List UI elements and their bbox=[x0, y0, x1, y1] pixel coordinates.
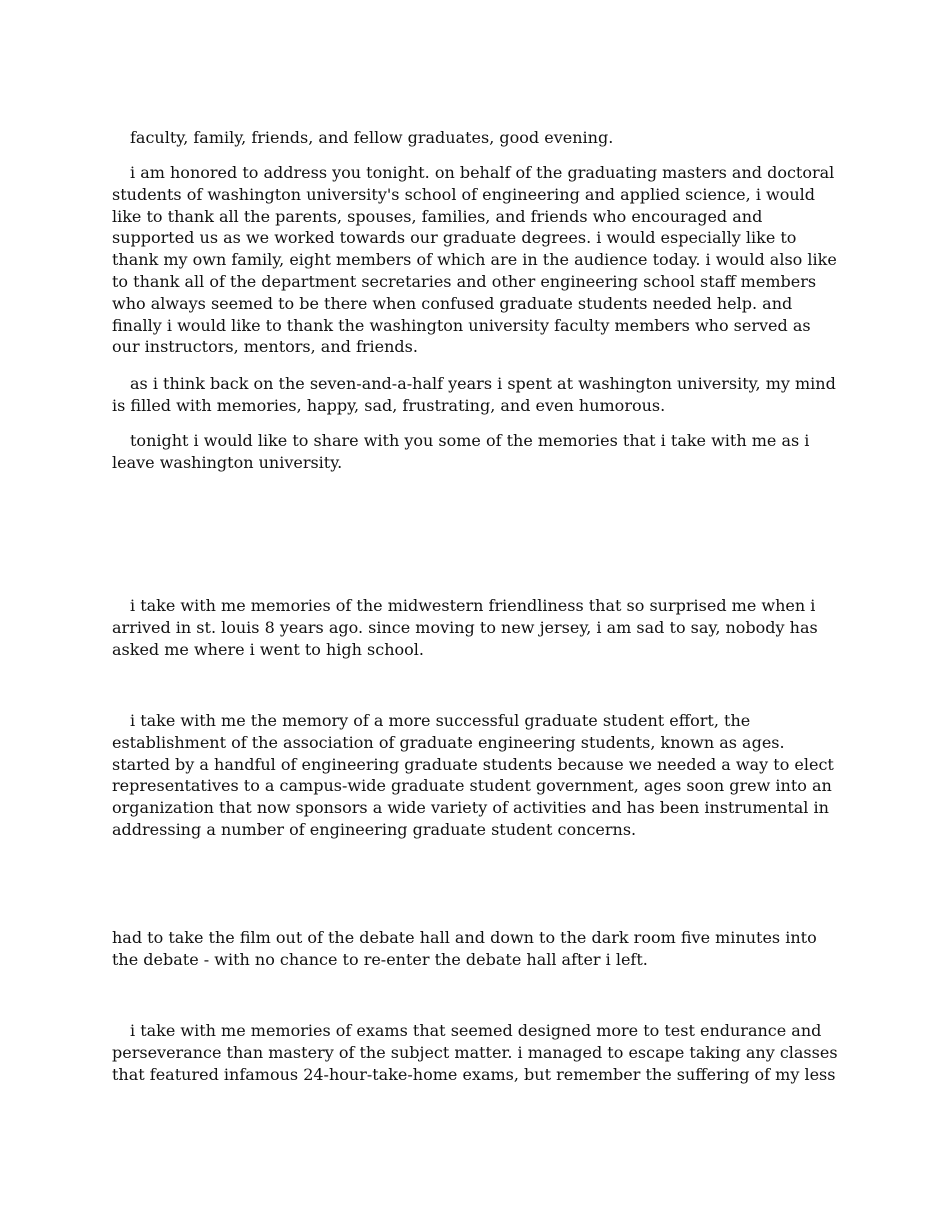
paragraph-ages: i take with me the memory of a more successful graduate student effort, the establishment of the association of graduate engineering students, known as ages. started by a handful of engineering graduate students because we needed a way to elect representatives to a campus-wide graduate student government, ages soon grew into an organization that now sponsors a wide variety of activities and has been instrumental in addressing a number of engineering graduate student concerns. bbox=[112, 711, 834, 839]
paragraph-exams: i take with me memories of exams that seemed designed more to test endurance and perseverance than mastery of the subject matter. i managed to escape taking any classes that featured infamous 24-hour-take-home exams, but remember the suffering of my less bbox=[112, 1021, 838, 1084]
paragraph-share: tonight i would like to share with you some of the memories that i take with me as i leave washington university. bbox=[112, 431, 810, 472]
paragraph-greeting: faculty, family, friends, and fellow graduates, good evening. bbox=[130, 128, 614, 147]
paragraph-midwest: i take with me memories of the midwestern friendliness that so surprised me when i arrived in st. louis 8 years ago. since moving to new jersey, i am sad to say, nobody has asked me where i went to high school. bbox=[112, 596, 818, 659]
paragraph-thanks: i am honored to address you tonight. on behalf of the graduating masters and doctoral students of washington university's school of engineering and applied science, i would like to thank all the parents, spouses, families, and friends who encouraged and supported us as we worked towards our graduate degrees. i would especially like to thank my own family, eight members of which are in the audience today. i would also like to thank all of the department secretaries and other engineering school staff members who always seemed to be there when confused graduate students needed help. and finally i would like to thank the washington university faculty members who served as our instructors, mentors, and friends. bbox=[112, 163, 837, 357]
paragraph-memories-intro: as i think back on the seven-and-a-half years i spent at washington university, my mind is filled with memories, happy, sad, frustrating, and even humorous. bbox=[112, 374, 836, 415]
paragraph-debate: had to take the film out of the debate hall and down to the dark room five minutes into the debate - with no chance to re-enter the debate hall after i left. bbox=[112, 928, 817, 969]
